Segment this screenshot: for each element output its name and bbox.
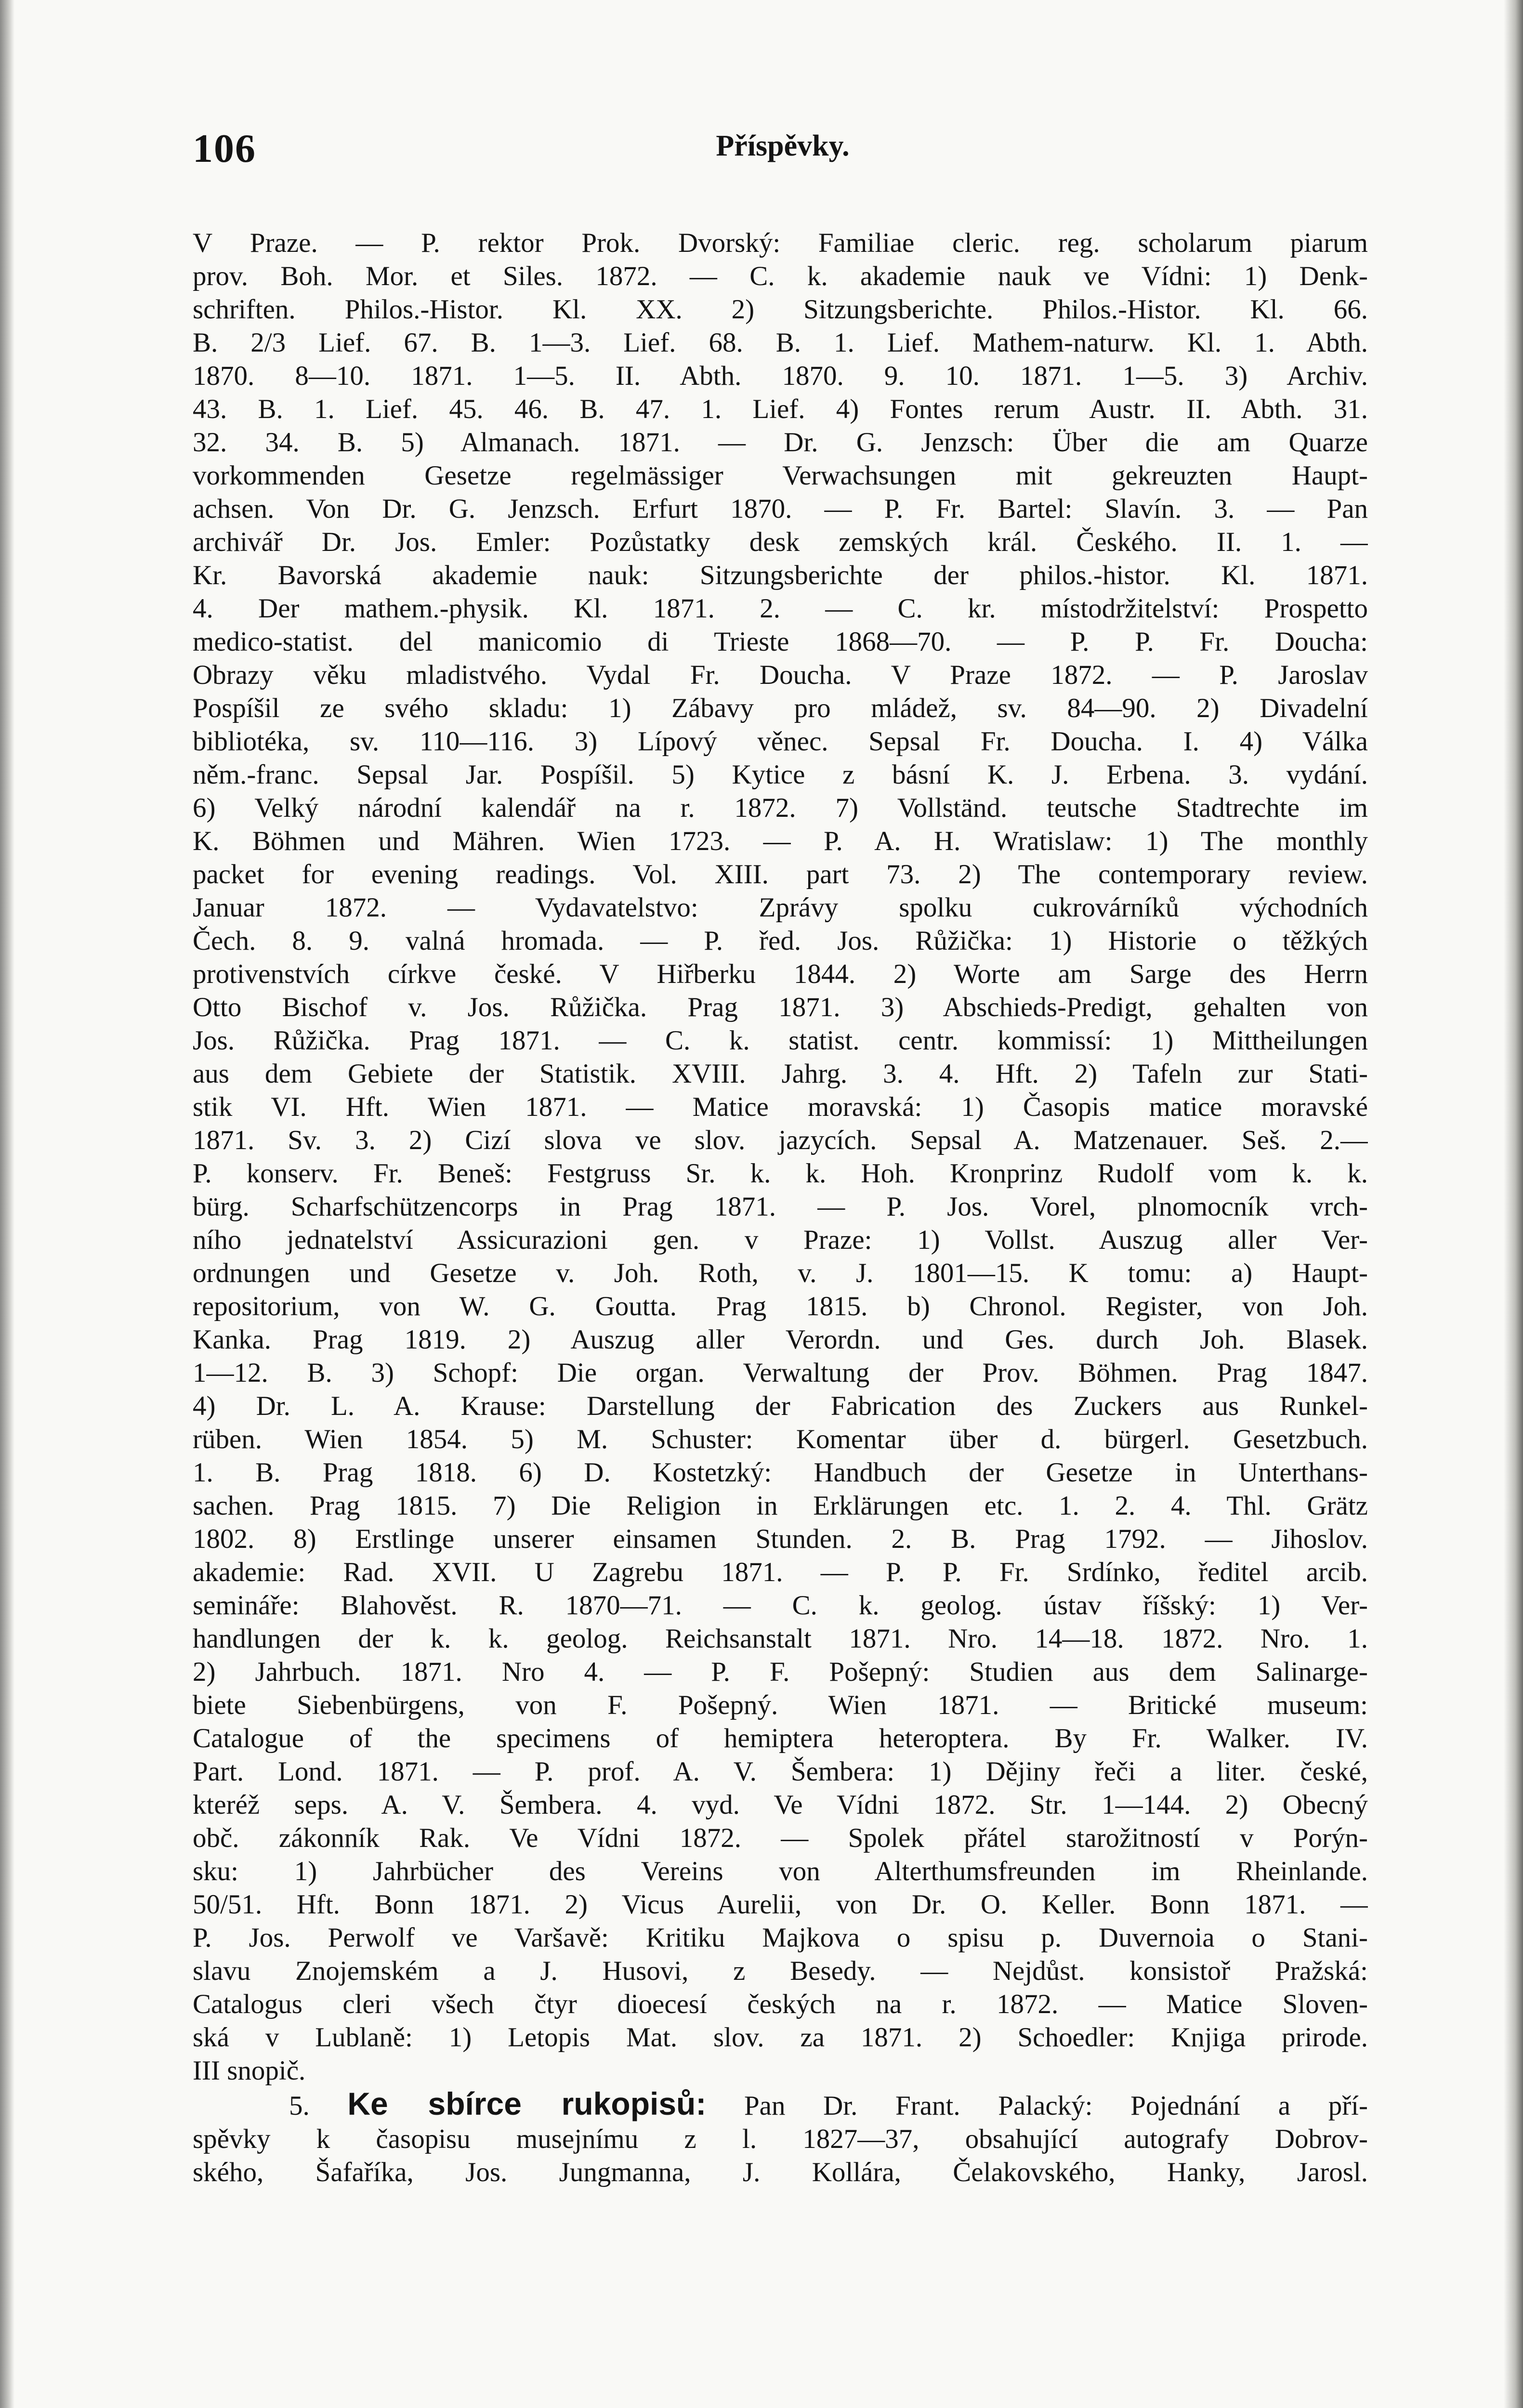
text-line: packet for evening readings. Vol. XIII. part 73. 2) The contemporary review. (193, 859, 1368, 890)
text-line: kteréž seps. A. V. Šembera. 4. vyd. Ve Vídni 1872. Str. 1—144. 2) Obecný (193, 1790, 1368, 1820)
text-line: 1871. Sv. 3. 2) Cizí slova ve slov. jazycích. Sepsal A. Matzenauer. Seš. 2.— (193, 1125, 1368, 1155)
text-line: akademie: Rad. XVII. U Zagrebu 1871. — P. P. Fr. Srdínko, ředitel arcib. (193, 1557, 1368, 1587)
text-line: 43. B. 1. Lief. 45. 46. B. 47. 1. Lief. 4) Fontes rerum Austr. II. Abth. 31. (193, 394, 1368, 424)
page-edge-right (1504, 0, 1523, 2408)
text-line: Obrazy věku mladistvého. Vydal Fr. Doucha. V Praze 1872. — P. Jaroslav (193, 660, 1368, 690)
text-line: semináře: Blahověst. R. 1870—71. — C. k. geolog. ústav říšský: 1) Ver- (193, 1590, 1368, 1621)
text-line: bibliotéka, sv. 110—116. 3) Lípový věnec. Sepsal Fr. Doucha. I. 4) Válka (193, 726, 1368, 757)
text-line: vorkommenden Gesetze regelmässiger Verwachsungen mit gekreuzten Haupt- (193, 460, 1368, 491)
text-line: protivenstvích církve české. V Hiřberku 1844. 2) Worte am Sarge des Herrn (193, 959, 1368, 989)
text-line: sachen. Prag 1815. 7) Die Religion in Erklärungen etc. 1. 2. 4. Thl. Grätz (193, 1491, 1368, 1521)
text-line: Part. Lond. 1871. — P. prof. A. V. Šembera: 1) Dějiny řeči a liter. české, (193, 1756, 1368, 1787)
running-title: Příspěvky. (716, 130, 850, 162)
text-line: 1. B. Prag 1818. 6) D. Kostetzký: Handbuch der Gesetze in Unterthans- (193, 1457, 1368, 1488)
page-edge-left (0, 0, 14, 2408)
text-line: Jos. Růžička. Prag 1871. — C. k. statist. centr. kommissí: 1) Mittheilungen (193, 1025, 1368, 1056)
section-first-text: Pan Dr. Frant. Palacký: Pojednání a pří- (744, 2091, 1368, 2121)
text-line: Kanka. Prag 1819. 2) Auszug aller Verordn. und Ges. durch Joh. Blasek. (193, 1324, 1368, 1355)
text-line: prov. Boh. Mor. et Siles. 1872. — C. k. akademie nauk ve Vídni: 1) Denk- (193, 261, 1368, 291)
text-line: 1—12. B. 3) Schopf: Die organ. Verwaltung der Prov. Böhmen. Prag 1847. (193, 1358, 1368, 1388)
text-line: bürg. Scharfschützencorps in Prag 1871. — P. Jos. Vorel, plnomocník vrch- (193, 1191, 1368, 1222)
text-line: B. 2/3 Lief. 67. B. 1—3. Lief. 68. B. 1. Lief. Mathem-naturw. Kl. 1. Abth. (193, 327, 1368, 358)
text-line: 1870. 8—10. 1871. 1—5. II. Abth. 1870. 9. 10. 1871. 1—5. 3) Archiv. (193, 361, 1368, 391)
text-line: 1802. 8) Erstlinge unserer einsamen Stunden. 2. B. Prag 1792. — Jihoslov. (193, 1524, 1368, 1554)
text-line: 50/51. Hft. Bonn 1871. 2) Vicus Aurelii, von Dr. O. Keller. Bonn 1871. — (193, 1889, 1368, 1920)
page-header (193, 125, 1373, 178)
text-line: ordnungen und Gesetze v. Joh. Roth, v. J. 1801—15. K tomu: a) Haupt- (193, 1258, 1368, 1288)
text-line: ského, Šafaříka, Jos. Jungmanna, J. Kollára, Čelakovského, Hanky, Jarosl. (193, 2157, 1368, 2187)
text-line: biete Siebenbürgens, von F. Pošepný. Wien 1871. — Britické museum: (193, 1690, 1368, 1720)
text-line: Otto Bischof v. Jos. Růžička. Prag 1871. 3) Abschieds-Predigt, gehalten von (193, 992, 1368, 1022)
text-line: medico-statist. del manicomio di Trieste 1868—70. — P. P. Fr. Doucha: (193, 627, 1368, 657)
text-line: 2) Jahrbuch. 1871. Nro 4. — P. F. Pošepný: Studien aus dem Salinarge- (193, 1657, 1368, 1687)
text-line: Čech. 8. 9. valná hromada. — P. řed. Jos. Růžička: 1) Historie o těžkých (193, 926, 1368, 956)
text-line: 4) Dr. L. A. Krause: Darstellung der Fabrication des Zuckers aus Runkel- (193, 1391, 1368, 1421)
text-line: achsen. Von Dr. G. Jenzsch. Erfurt 1870. — P. Fr. Bartel: Slavín. 3. — Pan (193, 494, 1368, 524)
text-line: archivář Dr. Jos. Emler: Pozůstatky desk zemských král. Českého. II. 1. — (193, 527, 1368, 557)
text-line: schriften. Philos.-Histor. Kl. XX. 2) Sitzungsberichte. Philos.-Histor. Kl. 66. (193, 294, 1368, 325)
text-line: stik VI. Hft. Wien 1871. — Matice moravská: 1) Časopis matice moravské (193, 1092, 1368, 1122)
text-line: 4. Der mathem.-physik. Kl. 1871. 2. — C. kr. místodržitelství: Prospetto (193, 593, 1368, 624)
section-title: Ke sbírce rukopisů: (347, 2087, 707, 2121)
text-line: handlungen der k. k. geolog. Reichsanstalt 1871. Nro. 14—18. 1872. Nro. 1. (193, 1623, 1368, 1654)
text-line: repositorium, von W. G. Goutta. Prag 1815. b) Chronol. Register, von Joh. (193, 1291, 1368, 1322)
text-line: 32. 34. B. 5) Almanach. 1871. — Dr. G. Jenzsch: Über die am Quarze (193, 427, 1368, 458)
text-line: rüben. Wien 1854. 5) M. Schuster: Komentar über d. bürgerl. Gesetzbuch. (193, 1424, 1368, 1454)
text-line: V Praze. — P. rektor Prok. Dvorský: Familiae cleric. reg. scholarum piarum (193, 228, 1368, 258)
section-5-heading-line (193, 2087, 1368, 2122)
text-line: K. Böhmen und Mähren. Wien 1723. — P. A. H. Wratislaw: 1) The monthly (193, 826, 1368, 856)
text-line: Catalogue of the specimens of hemiptera heteroptera. By Fr. Walker. IV. (193, 1723, 1368, 1754)
text-line: aus dem Gebiete der Statistik. XVIII. Jahrg. 3. 4. Hft. 2) Tafeln zur Stati- (193, 1059, 1368, 1089)
text-line: slavu Znojemském a J. Husovi, z Besedy. — Nejdůst. konsistoř Pražská: (193, 1956, 1368, 1986)
text-line: 6) Velký národní kalendář na r. 1872. 7) Vollständ. teutsche Stadtrechte im (193, 793, 1368, 823)
text-line: ního jednatelství Assicurazioni gen. v Praze: 1) Vollst. Auszug aller Ver- (193, 1225, 1368, 1255)
text-line: obč. zákonník Rak. Ve Vídni 1872. — Spolek přátel starožitností v Porýn- (193, 1823, 1368, 1853)
text-line: něm.-franc. Sepsal Jar. Pospíšil. 5) Kytice z básní K. J. Erbena. 3. vydání. (193, 759, 1368, 790)
text-line: P. konserv. Fr. Beneš: Festgruss Sr. k. k. Hoh. Kronprinz Rudolf vom k. k. (193, 1158, 1368, 1189)
text-line: Catalogus cleri všech čtyr dioecesí českých na r. 1872. — Matice Sloven- (193, 1989, 1368, 2019)
text-line: ská v Lublaně: 1) Letopis Mat. slov. za 1871. 2) Schoedler: Knjiga prirode. (193, 2022, 1368, 2053)
page-number: 106 (193, 126, 256, 171)
text-line: P. Jos. Perwolf ve Varšavě: Kritiku Majkova o spisu p. Duvernoia o Stani- (193, 1923, 1368, 1953)
body-text (193, 226, 1368, 2189)
text-line: spěvky k časopisu musejnímu z l. 1827—37, obsahující autografy Dobrov- (193, 2124, 1368, 2154)
section-number: 5. (289, 2091, 310, 2121)
text-line: Kr. Bavorská akademie nauk: Sitzungsberichte der philos.-histor. Kl. 1871. (193, 560, 1368, 590)
text-line: III snopič. (193, 2055, 306, 2086)
text-line: sku: 1) Jahrbücher des Vereins von Alterthumsfreunden im Rheinlande. (193, 1856, 1368, 1886)
text-line: Pospíšil ze svého skladu: 1) Zábavy pro mládež, sv. 84—90. 2) Divadelní (193, 693, 1368, 723)
text-line: Januar 1872. — Vydavatelstvo: Zprávy spolku cukrovárníků východních (193, 892, 1368, 923)
